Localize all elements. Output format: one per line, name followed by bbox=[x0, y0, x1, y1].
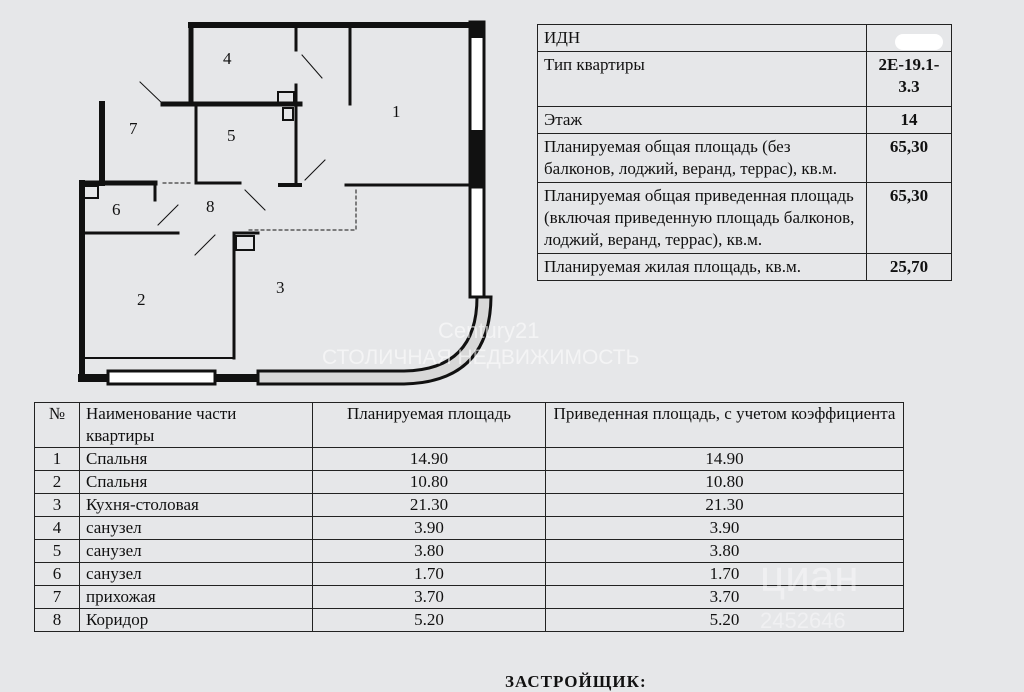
room-reduced-area: 3.80 bbox=[546, 540, 904, 563]
room-reduced-area: 1.70 bbox=[546, 563, 904, 586]
info-label: Тип квартиры bbox=[538, 52, 867, 107]
table-row bbox=[35, 517, 904, 540]
info-value: 65,30 bbox=[867, 183, 952, 254]
col-header: Наименование части квартиры bbox=[80, 403, 313, 448]
info-value: 14 bbox=[867, 107, 952, 134]
room-number: 3 bbox=[35, 494, 80, 517]
room-number: 1 bbox=[35, 448, 80, 471]
table-row bbox=[35, 540, 904, 563]
info-row bbox=[538, 254, 952, 281]
col-header: Приведенная площадь, с учетом коэффициента bbox=[546, 403, 904, 448]
room-label: 2 bbox=[137, 290, 146, 309]
info-row bbox=[538, 25, 952, 52]
developer-heading: ЗАСТРОЙЩИК: bbox=[505, 672, 647, 691]
room-name: санузел bbox=[80, 563, 313, 586]
room-reduced-area: 10.80 bbox=[546, 471, 904, 494]
room-label: 1 bbox=[392, 102, 401, 121]
room-area: 3.80 bbox=[313, 540, 546, 563]
rooms-table bbox=[34, 402, 904, 632]
redaction-mark bbox=[895, 34, 943, 50]
room-area: 14.90 bbox=[313, 448, 546, 471]
info-row bbox=[538, 107, 952, 134]
table-row bbox=[35, 471, 904, 494]
room-name: Коридор bbox=[80, 609, 313, 632]
floor-plan bbox=[0, 0, 520, 400]
table-row bbox=[35, 494, 904, 517]
room-number: 7 bbox=[35, 586, 80, 609]
room-label: 7 bbox=[129, 119, 138, 138]
room-area: 3.70 bbox=[313, 586, 546, 609]
room-label: 8 bbox=[206, 197, 215, 216]
room-label: 3 bbox=[276, 278, 285, 297]
room-area: 10.80 bbox=[313, 471, 546, 494]
info-label: Планируемая общая площадь (без балконов, лоджий, веранд, террас), кв.м. bbox=[538, 134, 867, 183]
info-label: Планируемая общая приведенная площадь (включая приведенную площадь балконов, лоджий, веранд, террас), кв.м. bbox=[538, 183, 867, 254]
room-name: санузел bbox=[80, 517, 313, 540]
info-value: 25,70 bbox=[867, 254, 952, 281]
apartment-info-table bbox=[537, 24, 952, 281]
info-label: Планируемая жилая площадь, кв.м. bbox=[538, 254, 867, 281]
room-name: санузел bbox=[80, 540, 313, 563]
room-label: 4 bbox=[223, 49, 232, 68]
room-name: прихожая bbox=[80, 586, 313, 609]
room-area: 1.70 bbox=[313, 563, 546, 586]
table-row bbox=[35, 609, 904, 632]
info-value: 2Е-19.1-3.3 bbox=[867, 52, 952, 107]
room-name: Кухня-столовая bbox=[80, 494, 313, 517]
info-value: 65,30 bbox=[867, 134, 952, 183]
table-row bbox=[35, 448, 904, 471]
room-reduced-area: 14.90 bbox=[546, 448, 904, 471]
table-row bbox=[35, 563, 904, 586]
table-header-row bbox=[35, 403, 904, 448]
info-row bbox=[538, 183, 952, 254]
info-row bbox=[538, 134, 952, 183]
table-row bbox=[35, 586, 904, 609]
watermark-agency: СТОЛИЧНАЯ НЕДВИЖИМОСТЬ bbox=[322, 346, 640, 369]
room-number: 4 bbox=[35, 517, 80, 540]
room-reduced-area: 3.70 bbox=[546, 586, 904, 609]
room-area: 5.20 bbox=[313, 609, 546, 632]
watermark-cian-id: 2452646 bbox=[760, 608, 846, 633]
room-name: Спальня bbox=[80, 448, 313, 471]
room-reduced-area: 3.90 bbox=[546, 517, 904, 540]
watermark-brand: Century21 bbox=[438, 318, 540, 343]
room-number: 6 bbox=[35, 563, 80, 586]
room-label: 6 bbox=[112, 200, 121, 219]
room-name: Спальня bbox=[80, 471, 313, 494]
room-area: 21.30 bbox=[313, 494, 546, 517]
room-number: 2 bbox=[35, 471, 80, 494]
info-row bbox=[538, 52, 952, 107]
info-label: Этаж bbox=[538, 107, 867, 134]
room-number: 8 bbox=[35, 609, 80, 632]
watermark-cian: циан bbox=[760, 552, 859, 601]
room-number: 5 bbox=[35, 540, 80, 563]
room-area: 3.90 bbox=[313, 517, 546, 540]
col-header: № bbox=[35, 403, 80, 448]
room-reduced-area: 21.30 bbox=[546, 494, 904, 517]
info-label: ИДН bbox=[538, 25, 867, 52]
room-label: 5 bbox=[227, 126, 236, 145]
col-header: Планируемая площадь bbox=[313, 403, 546, 448]
room-reduced-area: 5.20 bbox=[546, 609, 904, 632]
